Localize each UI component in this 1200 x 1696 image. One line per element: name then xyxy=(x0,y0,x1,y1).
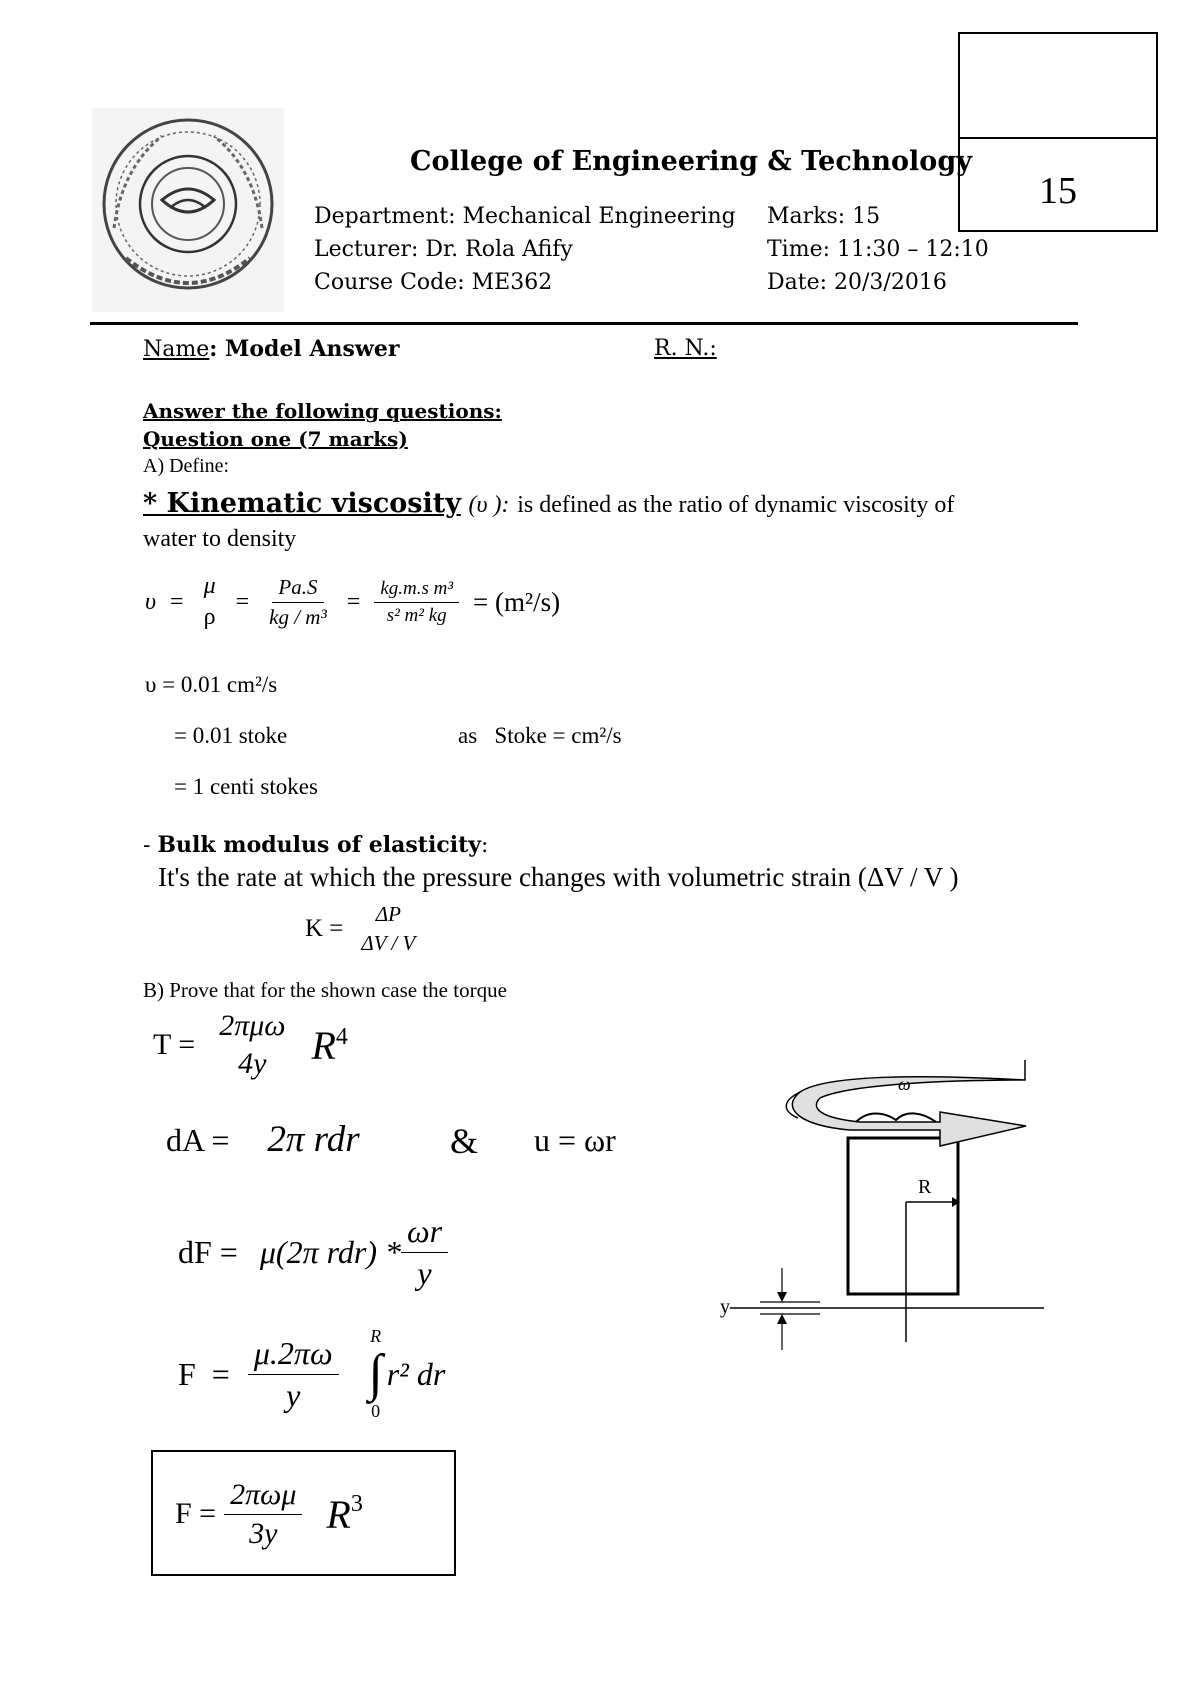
kinematic-viscosity-term: * Kinematic viscosity xyxy=(143,488,461,519)
question-one-title: Question one (7 marks) xyxy=(143,427,408,451)
eq1-equals-3: = xyxy=(346,588,361,615)
marks-box-value: 15 xyxy=(1039,170,1077,212)
k-lhs: K = xyxy=(305,915,344,942)
box-fraction xyxy=(224,1478,302,1551)
kinematic-viscosity-def-2: water to density xyxy=(143,526,297,552)
eq1-fraction-expanded xyxy=(374,578,459,627)
torque-equation xyxy=(153,1002,348,1088)
name-line xyxy=(143,336,399,362)
part-b-prompt: B) Prove that for the shown case the torque xyxy=(143,978,507,1002)
eq1-equals-2: = xyxy=(235,588,250,615)
time-line: Time: 11:30 – 12:10 xyxy=(767,237,989,262)
df-lhs: dF = xyxy=(178,1233,238,1270)
area-element-equation xyxy=(166,1118,360,1161)
df-fraction xyxy=(401,1213,448,1292)
f-num: μ.2πω xyxy=(248,1335,339,1375)
da-rhs: 2π rdr xyxy=(267,1119,360,1160)
name-label: Name xyxy=(143,337,210,362)
header-rule xyxy=(90,322,1078,325)
viscosity-value-stoke: = 0.01 stoke xyxy=(174,723,288,748)
eq1-fraction-mu-rho xyxy=(198,573,222,631)
bulk-prefix: - xyxy=(143,833,158,858)
instructions: Answer the following questions: xyxy=(143,399,502,423)
integral-sign: ∫ xyxy=(368,1345,383,1402)
box-radius: R xyxy=(326,1491,351,1537)
box-lhs: F = xyxy=(175,1497,217,1530)
bulk-colon: : xyxy=(481,833,489,858)
t-lhs: T = xyxy=(153,1028,196,1061)
eq1-f1-num: μ xyxy=(203,573,216,599)
eq1-fraction-units xyxy=(263,575,333,630)
kinematic-viscosity-symbol: (υ ): xyxy=(468,492,510,518)
marks-line: Marks: 15 xyxy=(767,204,881,229)
part-a-label: A) Define: xyxy=(143,455,230,477)
eq1-equals-1: = xyxy=(170,588,184,615)
eq1-result: = (m²/s) xyxy=(473,586,561,617)
t-fraction xyxy=(213,1009,291,1081)
t-num: 2πμω xyxy=(219,1009,286,1042)
marks-box xyxy=(958,32,1158,232)
stoke-definition-note: as Stoke = cm²/s xyxy=(458,723,622,748)
force-integral-equation xyxy=(178,1322,445,1426)
rotating-cylinder-figure xyxy=(700,1050,1060,1350)
radius-label: R xyxy=(918,1176,932,1198)
da-lhs: dA = xyxy=(166,1122,230,1158)
k-den: ΔV / V xyxy=(361,931,416,955)
df-num: ωr xyxy=(401,1213,448,1253)
kinematic-viscosity-definition xyxy=(143,488,954,519)
df-mid: μ(2π rdr) * xyxy=(259,1233,401,1270)
f-fraction xyxy=(248,1335,339,1414)
box-exponent: 3 xyxy=(350,1490,363,1517)
integral xyxy=(369,1326,383,1422)
viscosity-units-equation xyxy=(145,562,560,642)
department-line: Department: Mechanical Engineering xyxy=(314,204,736,229)
t-radius: R xyxy=(311,1022,336,1068)
force-element-equation xyxy=(178,1204,448,1300)
bulk-modulus-equation xyxy=(305,896,421,962)
viscosity-value-centistokes: = 1 centi stokes xyxy=(174,774,318,799)
course-code-line: Course Code: ME362 xyxy=(314,270,553,295)
university-seal-logo xyxy=(92,108,284,312)
k-num: ΔP xyxy=(375,902,401,926)
f-den: y xyxy=(286,1376,301,1413)
roll-number-label: R. N.: xyxy=(654,336,717,361)
eq1-f1-den: ρ xyxy=(203,604,216,630)
eq1-f2-den: kg / m³ xyxy=(269,604,327,629)
int-body: r² dr xyxy=(386,1355,446,1392)
int-upper: R xyxy=(370,1326,382,1346)
final-force-box xyxy=(151,1450,456,1576)
viscosity-value-cm2s: υ = 0.01 cm²/s xyxy=(145,672,278,697)
gap-y-label: y xyxy=(720,1296,730,1318)
eq1-lhs: υ xyxy=(145,588,157,615)
eq1-f3-den: s² m² kg xyxy=(386,604,447,626)
ampersand: & xyxy=(450,1121,479,1161)
bulk-modulus-definition: It's the rate at which the pressure changes with volumetric strain (ΔV / V ) xyxy=(158,862,959,892)
bulk-modulus-heading xyxy=(143,832,488,858)
college-title: College of Engineering & Technology xyxy=(410,146,972,177)
omega-label: ω xyxy=(898,1074,911,1094)
k-fraction xyxy=(355,902,421,956)
kinematic-viscosity-def-1: is defined as the ratio of dynamic viscosity of xyxy=(517,492,955,518)
name-value: : Model Answer xyxy=(209,336,400,362)
final-force-equation xyxy=(175,1466,363,1562)
bulk-modulus-term: Bulk modulus of elasticity xyxy=(157,832,482,858)
marks-box-divider xyxy=(960,137,1156,139)
int-lower: 0 xyxy=(371,1401,381,1421)
box-num: 2πωμ xyxy=(224,1478,302,1515)
f-lhs: F = xyxy=(178,1355,230,1392)
velocity-equation: u = ωr xyxy=(534,1122,616,1158)
lecturer-line: Lecturer: Dr. Rola Afify xyxy=(314,237,573,262)
df-den: y xyxy=(417,1254,432,1291)
t-den: 4y xyxy=(238,1047,267,1080)
t-exponent: 4 xyxy=(335,1023,348,1050)
box-den: 3y xyxy=(249,1516,278,1550)
eq1-f3-num: kg.m.s m³ xyxy=(374,578,459,603)
date-line: Date: 20/3/2016 xyxy=(767,270,947,295)
eq1-f2-num: Pa.S xyxy=(272,575,323,603)
